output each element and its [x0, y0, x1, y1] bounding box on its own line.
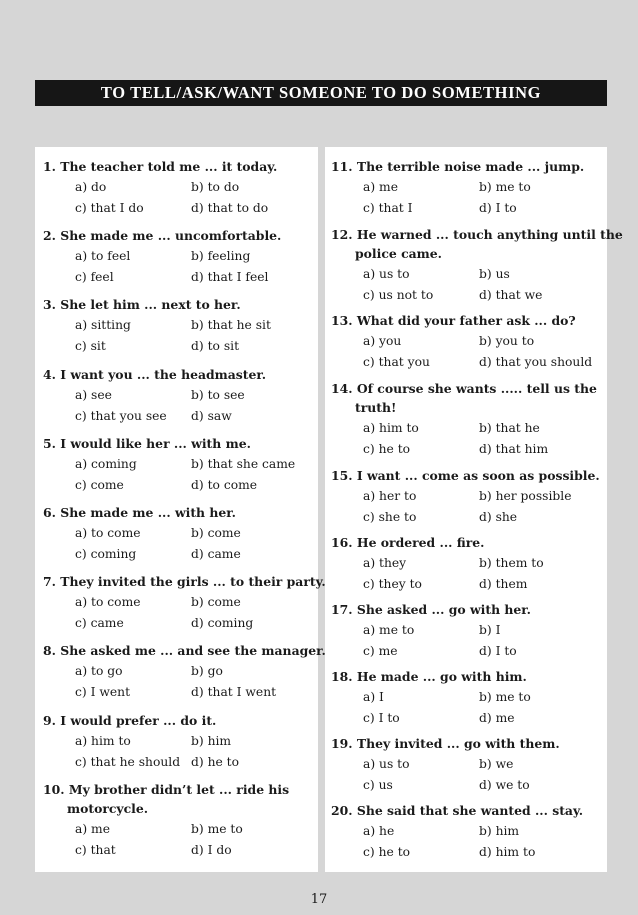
question-stem: 4. I want you ... the headmaster.	[43, 367, 267, 382]
question-stem: 12. He warned ... touch anything until the	[331, 227, 623, 242]
question-text	[331, 466, 601, 485]
option-d[interactable]: d) coming	[191, 615, 254, 630]
option-b[interactable]: b) to do	[191, 180, 240, 194]
answer-options	[363, 553, 601, 594]
option-c[interactable]: c) came	[75, 615, 124, 630]
option-a[interactable]: a) sitting	[75, 318, 131, 332]
answer-options	[75, 315, 313, 356]
option-c[interactable]: c) that you	[363, 354, 430, 369]
option-c[interactable]: c) that I	[363, 200, 413, 215]
question-stem: 11. The terrible noise made ... jump.	[331, 159, 585, 174]
question-text	[331, 311, 601, 330]
option-d[interactable]: d) I do	[191, 842, 232, 857]
page-title: TO TELL/ASK/WANT SOMEONE TO DO SOMETHING	[35, 80, 607, 106]
option-d[interactable]: d) that to do	[191, 200, 269, 215]
question-3	[43, 295, 313, 356]
question-text	[43, 641, 326, 660]
option-a[interactable]: a) me	[363, 180, 398, 194]
question-stem: 18. He made ... go with him.	[331, 669, 527, 684]
option-c[interactable]: c) coming	[75, 546, 137, 561]
question-stem: 13. What did your father ask ... do?	[331, 313, 576, 328]
answer-options	[363, 486, 601, 527]
option-b[interactable]: b) that he	[479, 421, 540, 435]
question-text	[331, 157, 601, 176]
option-a[interactable]: a) see	[75, 388, 112, 402]
question-text	[331, 801, 601, 820]
question-stem-continued: motorcycle.	[67, 801, 149, 816]
question-text	[43, 780, 313, 818]
question-16	[331, 533, 601, 594]
question-stem: 17. She asked ... go with her.	[331, 602, 531, 617]
answer-options	[363, 687, 601, 728]
option-a[interactable]: a) me	[75, 822, 110, 836]
question-11	[331, 157, 601, 218]
question-5	[43, 434, 313, 495]
option-d[interactable]: d) to come	[191, 477, 258, 492]
answer-options	[75, 523, 313, 564]
question-stem: 19. They invited ... go with them.	[331, 736, 560, 751]
question-stem: 1. The teacher told me ... it today.	[43, 159, 278, 174]
answer-options	[363, 418, 601, 459]
question-stem: 15. I want ... come as soon as possible.	[331, 468, 600, 483]
option-d[interactable]: d) that I feel	[191, 269, 269, 284]
option-b[interactable]: b) me to	[479, 690, 531, 704]
answer-options	[363, 264, 623, 305]
option-c[interactable]: c) they to	[363, 576, 422, 591]
answer-options	[363, 331, 601, 372]
option-d[interactable]: d) she	[479, 509, 518, 524]
option-d[interactable]: d) I to	[479, 200, 517, 215]
question-stem: 20. She said that she wanted ... stay.	[331, 803, 584, 818]
option-a[interactable]: a) us to	[363, 267, 410, 281]
question-text	[43, 503, 313, 522]
question-text	[43, 711, 313, 730]
option-d[interactable]: d) them	[479, 576, 528, 591]
option-a[interactable]: a) to go	[75, 664, 123, 678]
question-text	[331, 379, 601, 417]
option-d[interactable]: d) he to	[191, 754, 240, 769]
option-b[interactable]: b) us	[479, 267, 510, 281]
question-15	[331, 466, 601, 527]
answer-options	[75, 819, 313, 860]
option-c[interactable]: c) that he should	[75, 754, 181, 769]
question-stem: 9. I would prefer ... do it.	[43, 713, 217, 728]
option-d[interactable]: d) we to	[479, 777, 530, 792]
option-d[interactable]: d) I to	[479, 643, 517, 658]
answer-options	[363, 177, 601, 218]
option-b[interactable]: b) come	[191, 526, 241, 540]
option-c[interactable]: c) us not to	[363, 287, 434, 302]
question-text	[331, 600, 601, 619]
option-a[interactable]: a) I	[363, 690, 384, 704]
question-text	[331, 225, 623, 263]
option-b[interactable]: b) come	[191, 595, 241, 609]
question-text	[43, 365, 313, 384]
option-c[interactable]: c) I to	[363, 710, 400, 725]
option-c[interactable]: c) I went	[75, 684, 131, 699]
option-d[interactable]: d) him to	[479, 844, 536, 859]
option-b[interactable]: b) them to	[479, 556, 544, 570]
question-8	[43, 641, 326, 702]
option-b[interactable]: b) I	[479, 623, 501, 637]
option-d[interactable]: d) to sit	[191, 338, 240, 353]
answer-options	[75, 246, 313, 287]
question-12	[331, 225, 623, 305]
question-2	[43, 226, 313, 287]
question-text	[331, 533, 601, 552]
option-b[interactable]: b) her possible	[479, 489, 572, 503]
answer-options	[75, 385, 313, 426]
option-b[interactable]: b) to see	[191, 388, 245, 402]
option-d[interactable]: d) that we	[479, 287, 543, 302]
option-a[interactable]: a) to come	[75, 595, 141, 609]
option-b[interactable]: b) me to	[479, 180, 531, 194]
option-d[interactable]: d) that him	[479, 441, 549, 456]
question-7	[43, 572, 326, 633]
question-stem-continued: truth!	[355, 400, 397, 415]
option-d[interactable]: d) came	[191, 546, 241, 561]
answer-options	[75, 592, 326, 633]
option-a[interactable]: a) me to	[363, 623, 415, 637]
question-13	[331, 311, 601, 372]
option-b[interactable]: b) we	[479, 757, 514, 771]
option-a[interactable]: a) him to	[75, 734, 131, 748]
option-b[interactable]: b) you to	[479, 334, 535, 348]
option-a[interactable]: a) coming	[75, 457, 137, 471]
option-c[interactable]: c) me	[363, 643, 398, 658]
option-d[interactable]: d) me	[479, 710, 515, 725]
option-a[interactable]: a) you	[363, 334, 402, 348]
option-b[interactable]: b) him	[479, 824, 520, 838]
option-a[interactable]: a) him to	[363, 421, 419, 435]
question-1	[43, 157, 313, 218]
option-c[interactable]: c) he to	[363, 441, 411, 456]
question-stem: 10. My brother didn’t let ... ride his	[43, 782, 290, 797]
question-18	[331, 667, 601, 728]
option-b[interactable]: b) go	[191, 664, 223, 678]
question-stem: 8. She asked me ... and see the manager.	[43, 643, 326, 658]
question-14	[331, 379, 601, 459]
question-text	[331, 667, 601, 686]
option-a[interactable]: a) do	[75, 180, 107, 194]
question-stem: 7. They invited the girls ... to their party.	[43, 574, 326, 589]
answer-options	[75, 661, 326, 702]
question-4	[43, 365, 313, 426]
answer-options	[75, 731, 313, 772]
option-b[interactable]: b) him	[191, 734, 232, 748]
option-c[interactable]: c) he to	[363, 844, 411, 859]
question-text	[43, 226, 313, 245]
option-a[interactable]: a) us to	[363, 757, 410, 771]
question-stem: 14. Of course she wants ..... tell us the	[331, 381, 597, 396]
question-stem-continued: police came.	[355, 246, 442, 261]
question-6	[43, 503, 313, 564]
option-d[interactable]: d) that you should	[479, 354, 593, 369]
question-17	[331, 600, 601, 661]
page-number: 17	[310, 892, 328, 907]
question-10	[43, 780, 313, 860]
option-d[interactable]: d) that I went	[191, 684, 277, 699]
question-text	[43, 434, 313, 453]
option-a[interactable]: a) to feel	[75, 249, 131, 263]
option-a[interactable]: a) they	[363, 556, 407, 570]
question-stem: 5. I would like her ... with me.	[43, 436, 251, 451]
question-text	[43, 157, 313, 176]
option-c[interactable]: c) us	[363, 777, 393, 792]
option-a[interactable]: a) he	[363, 824, 395, 838]
answer-options	[363, 821, 601, 862]
question-19	[331, 734, 601, 795]
question-stem: 3. She let him ... next to her.	[43, 297, 241, 312]
option-d[interactable]: d) saw	[191, 408, 232, 423]
question-20	[331, 801, 601, 862]
option-b[interactable]: b) that he sit	[191, 318, 271, 332]
answer-options	[363, 754, 601, 795]
question-stem: 2. She made me ... uncomfortable.	[43, 228, 282, 243]
option-b[interactable]: b) me to	[191, 822, 243, 836]
question-text	[43, 295, 313, 314]
question-stem: 16. He ordered ... fire.	[331, 535, 485, 550]
option-c[interactable]: c) feel	[75, 269, 114, 284]
option-a[interactable]: a) to come	[75, 526, 141, 540]
question-text	[331, 734, 601, 753]
option-a[interactable]: a) her to	[363, 489, 417, 503]
option-c[interactable]: c) she to	[363, 509, 417, 524]
option-b[interactable]: b) feeling	[191, 249, 251, 263]
answer-options	[75, 177, 313, 218]
option-c[interactable]: c) come	[75, 477, 124, 492]
option-c[interactable]: c) that you see	[75, 408, 167, 423]
option-b[interactable]: b) that she came	[191, 457, 296, 471]
answer-options	[75, 454, 313, 495]
option-c[interactable]: c) sit	[75, 338, 106, 353]
option-c[interactable]: c) that I do	[75, 200, 144, 215]
question-text	[43, 572, 326, 591]
question-9	[43, 711, 313, 772]
question-stem: 6. She made me ... with her.	[43, 505, 236, 520]
option-c[interactable]: c) that	[75, 842, 116, 857]
answer-options	[363, 620, 601, 661]
